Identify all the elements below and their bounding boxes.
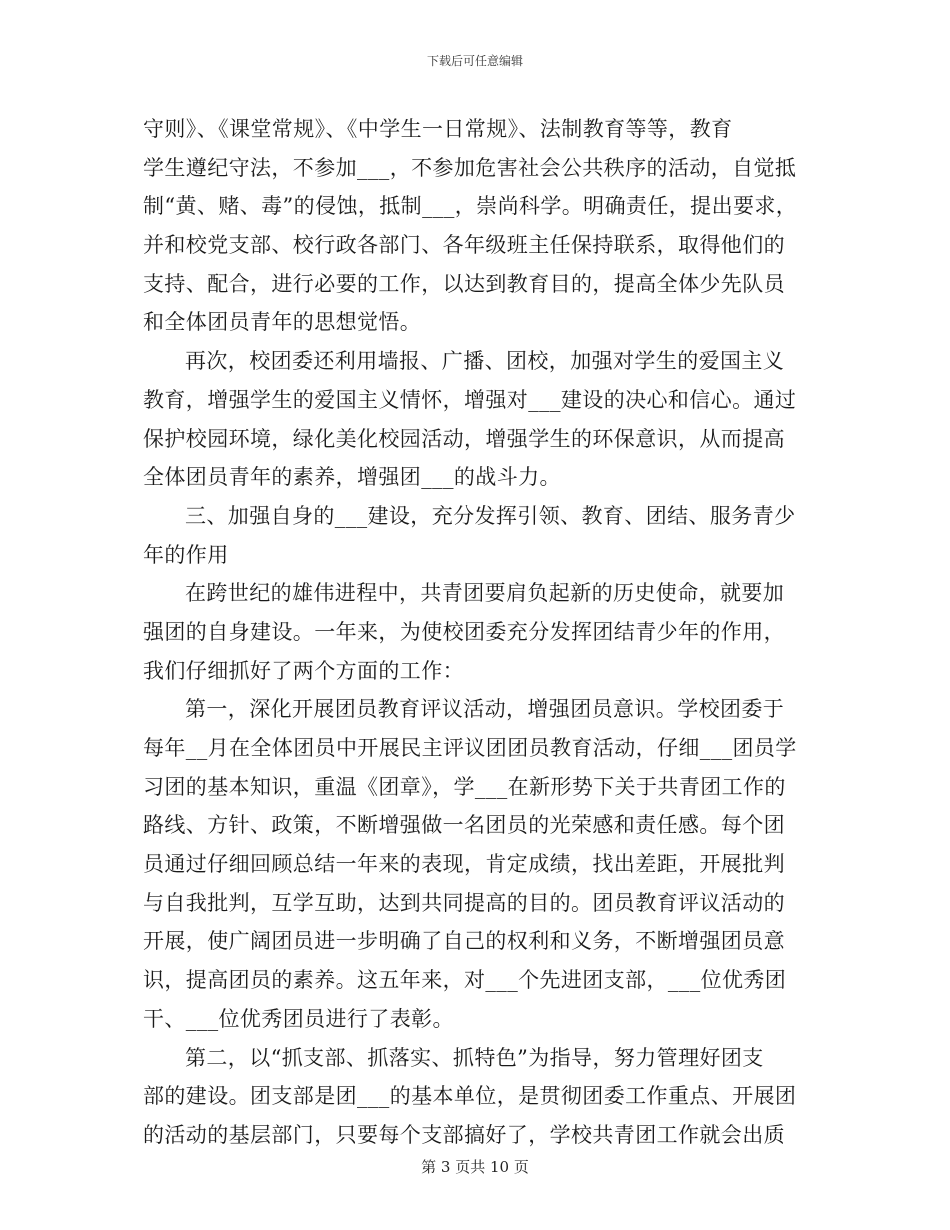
text-line: 并和校党支部、校行政各部门、各年级班主任保持联系，取得他们的: [143, 233, 785, 258]
text-line: 学生遵纪守法，不参加___，不参加危害社会公共秩序的活动，自觉抵: [143, 155, 797, 180]
text-line: 部的建设。团支部是团___的基本单位，是贯彻团委工作重点、开展团: [143, 1084, 797, 1109]
text-line: 识，提高团员的素养。这五年来，对___个先进团支部，___位优秀团: [143, 968, 787, 993]
text-line: 员通过仔细回顾总结一年来的表现，肯定成绩，找出差距，开展批判: [143, 852, 785, 877]
text-line: 与自我批判，互学互助，达到共同提高的目的。团员教育评议活动的: [143, 890, 785, 915]
text-line: 再次，校团委还利用墙报、广播、团校，加强对学生的爱国主义: [185, 349, 785, 374]
text-line: 全体团员青年的素养，增强团___的战斗力。: [143, 465, 561, 490]
document-body: [143, 110, 823, 1155]
text-line: 年的作用: [143, 542, 229, 567]
text-line: 强团的自身建设。一年来，为使校团委充分发挥团结青少年的作用，: [143, 619, 785, 644]
text-line: 习团的基本知识，重温《团章》，学___在新形势下关于共青团工作的: [143, 774, 786, 799]
text-line: 在跨世纪的雄伟进程中，共青团要肩负起新的历史使命，就要加: [185, 581, 785, 606]
page-header: 下载后可任意编辑: [426, 54, 523, 68]
text-line: 我们仔细抓好了两个方面的工作：: [143, 658, 464, 683]
text-line: 和全体团员青年的思想觉悟。: [143, 310, 422, 335]
text-line: 制“黄、赌、毒”的侵蚀，抵制___，崇尚科学。明确责任，提出要求，: [143, 194, 798, 219]
text-line: 第二，以“抓支部、抓落实、抓特色”为指导，努力管理好团支: [185, 1045, 764, 1070]
text-line: 开展，使广阔团员进一步明确了自己的权利和义务，不断增强团员意: [143, 929, 785, 954]
text-line: 教育，增强学生的爱国主义情怀，增强对___建设的决心和信心。通过: [143, 387, 797, 412]
text-line: 三、加强自身的___建设，充分发挥引领、教育、团结、服务青少: [185, 503, 796, 528]
text-line: 的活动的基层部门，只要每个支部搞好了，学校共青团工作就会出质: [143, 1122, 785, 1147]
text-line: 第一，深化开展团员教育评议活动，增强团员意识。学校团委于: [185, 697, 785, 722]
text-line: 干、___位优秀团员进行了表彰。: [143, 1006, 454, 1031]
text-line: 保护校园环境，绿化美化校园活动，增强学生的环保意识，从而提高: [143, 426, 785, 451]
text-line: 守则》、《课堂常规》、《中学生一日常规》、法制教育等等，教育: [143, 117, 733, 141]
text-line: 每年__月在全体团员中开展民主评议团团员教育活动，仔细___团员学: [143, 736, 797, 760]
page-footer: 第 3 页共 10 页: [421, 1158, 529, 1176]
text-line: 支持、配合，进行必要的工作，以达到教育目的，提高全体少先队员: [143, 271, 785, 296]
text-line: 路线、方针、政策，不断增强做一名团员的光荣感和责任感。每个团: [143, 813, 785, 838]
